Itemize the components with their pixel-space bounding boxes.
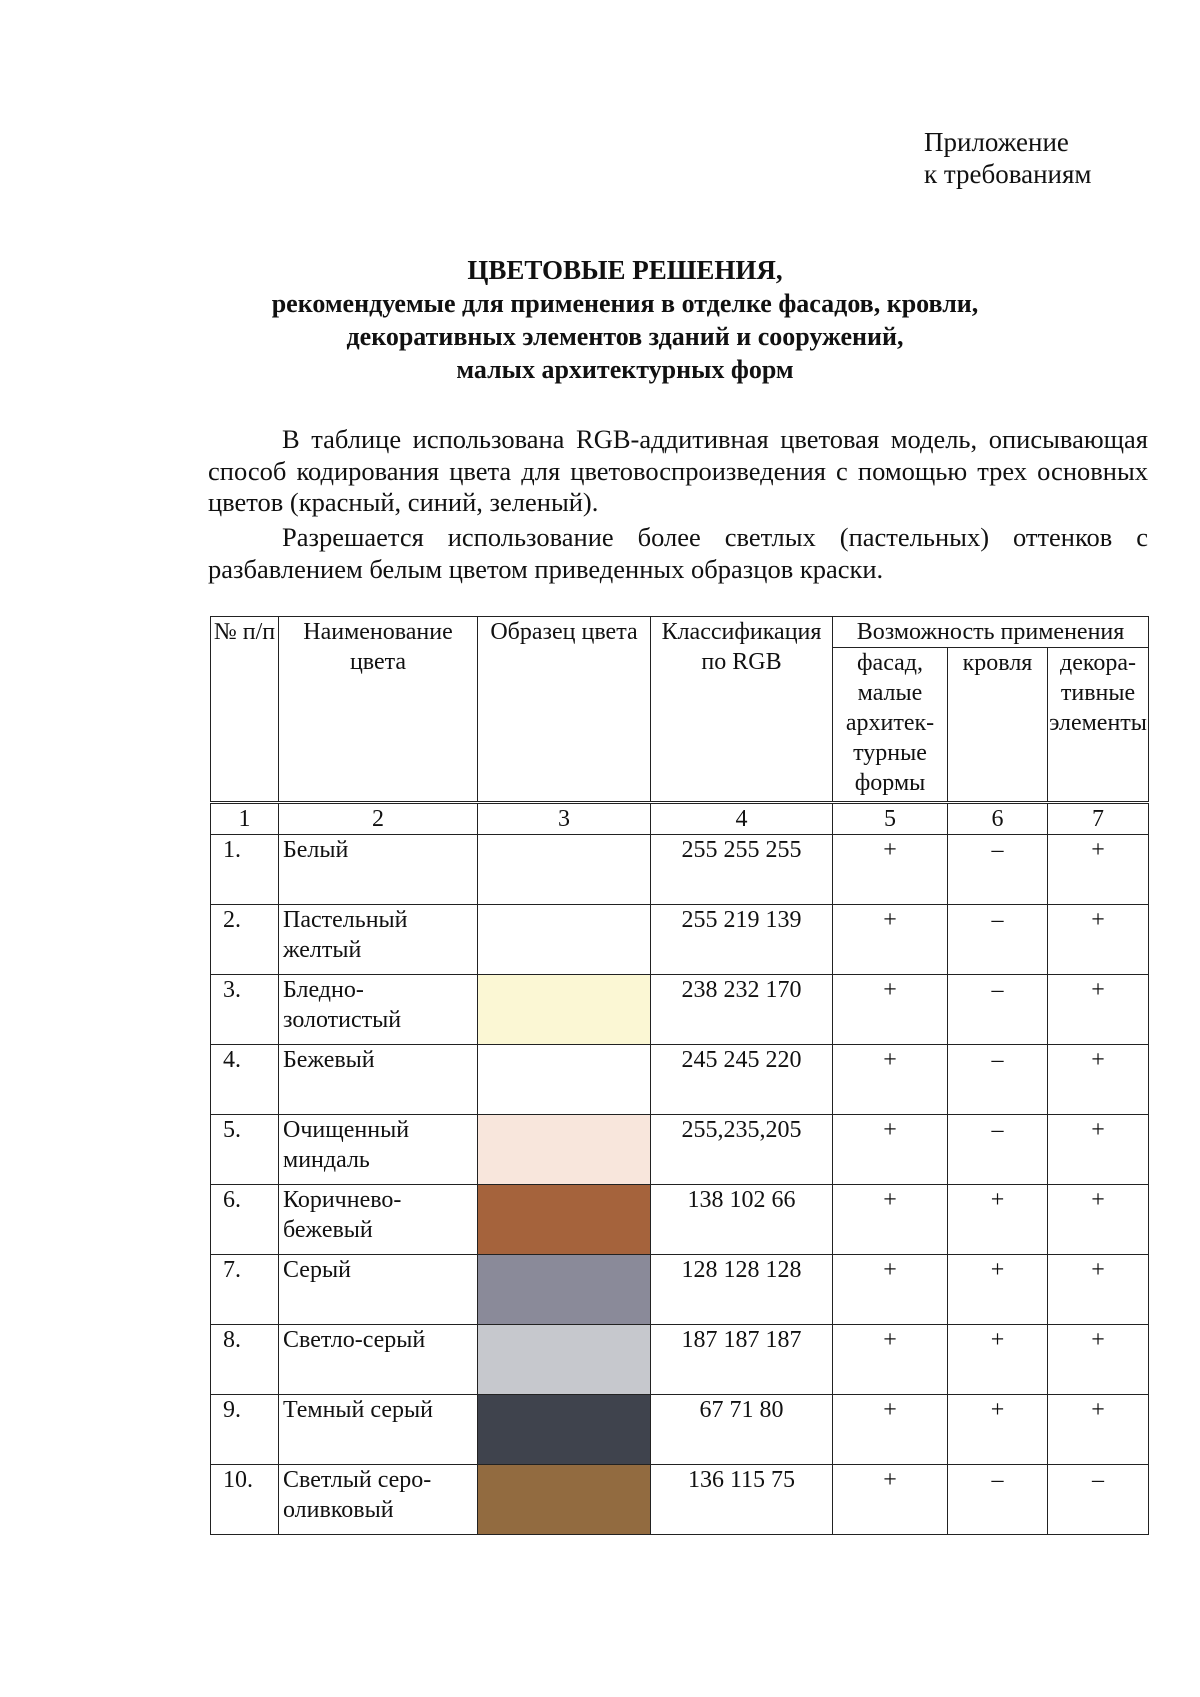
header-usage: Возможность применения xyxy=(833,617,1149,648)
swatch-fill xyxy=(478,1325,650,1394)
color-table-header xyxy=(210,616,1149,802)
heading-subtitle-3: малых архитектурных форм xyxy=(456,355,794,384)
header-sample: Образец цвета xyxy=(478,617,651,802)
swatch-fill xyxy=(478,1045,650,1114)
table-row xyxy=(211,975,1149,1045)
column-number-row xyxy=(211,804,1149,835)
swatch-fill xyxy=(478,835,650,904)
decor-mark: + xyxy=(1048,1325,1149,1395)
color-name: Белый xyxy=(279,835,478,905)
decor-mark: + xyxy=(1048,835,1149,905)
color-name: Темный серый xyxy=(279,1395,478,1465)
rgb-value: 136 115 75 xyxy=(651,1465,833,1535)
heading-subtitle-1: рекомендуемые для применения в отделке фасадов, кровли, xyxy=(271,289,979,318)
swatch-fill xyxy=(478,1255,650,1324)
facade-mark: + xyxy=(833,1045,948,1115)
table-row xyxy=(211,1395,1149,1465)
color-name: Коричнево-бежевый xyxy=(279,1185,478,1255)
table-row xyxy=(211,1115,1149,1185)
color-swatch xyxy=(478,1395,651,1465)
row-number: 6. xyxy=(211,1185,279,1255)
color-table xyxy=(210,803,1149,1535)
decor-mark: – xyxy=(1048,1465,1149,1535)
swatch-fill xyxy=(478,905,650,974)
row-number: 3. xyxy=(211,975,279,1045)
color-swatch xyxy=(478,1185,651,1255)
swatch-fill xyxy=(478,1115,650,1184)
column-number: 3 xyxy=(478,804,651,835)
color-swatch xyxy=(478,1255,651,1325)
facade-mark: + xyxy=(833,975,948,1045)
decor-mark: + xyxy=(1048,905,1149,975)
roof-mark: – xyxy=(948,975,1048,1045)
facade-mark: + xyxy=(833,1395,948,1465)
row-number: 10. xyxy=(211,1465,279,1535)
row-number: 1. xyxy=(211,835,279,905)
facade-mark: + xyxy=(833,1185,948,1255)
color-name: Светло-серый xyxy=(279,1325,478,1395)
color-name: Пастельный желтый xyxy=(279,905,478,975)
decor-mark: + xyxy=(1048,1395,1149,1465)
table-row xyxy=(211,1465,1149,1535)
facade-mark: + xyxy=(833,1325,948,1395)
header-num: № п/п xyxy=(211,617,279,802)
heading-title: ЦВЕТОВЫЕ РЕШЕНИЯ, xyxy=(467,255,783,285)
decor-mark: + xyxy=(1048,1255,1149,1325)
document-heading xyxy=(180,254,1070,386)
facade-mark: + xyxy=(833,905,948,975)
rgb-value: 67 71 80 xyxy=(651,1395,833,1465)
facade-mark: + xyxy=(833,835,948,905)
table-row xyxy=(211,1255,1149,1325)
color-swatch xyxy=(478,1465,651,1535)
color-swatch xyxy=(478,835,651,905)
decor-mark: + xyxy=(1048,1045,1149,1115)
facade-mark: + xyxy=(833,1255,948,1325)
column-number: 1 xyxy=(211,804,279,835)
annex-line-2: к требованиям xyxy=(924,159,1092,189)
color-swatch xyxy=(478,975,651,1045)
roof-mark: – xyxy=(948,1045,1048,1115)
rgb-value: 187 187 187 xyxy=(651,1325,833,1395)
color-swatch xyxy=(478,1325,651,1395)
header-decor: декоративные элементы xyxy=(1048,648,1149,802)
table-row xyxy=(211,1045,1149,1115)
header-roof: кровля xyxy=(948,648,1048,802)
annex-line-1: Приложение xyxy=(924,127,1069,157)
roof-mark: – xyxy=(948,835,1048,905)
row-number: 4. xyxy=(211,1045,279,1115)
table-row xyxy=(211,905,1149,975)
decor-mark: + xyxy=(1048,1185,1149,1255)
color-name: Серый xyxy=(279,1255,478,1325)
column-number: 7 xyxy=(1048,804,1149,835)
row-number: 8. xyxy=(211,1325,279,1395)
roof-mark: + xyxy=(948,1185,1048,1255)
column-number: 5 xyxy=(833,804,948,835)
color-name: Светлый серо-оливковый xyxy=(279,1465,478,1535)
color-swatch xyxy=(478,1045,651,1115)
decor-mark: + xyxy=(1048,975,1149,1045)
color-swatch xyxy=(478,905,651,975)
column-number: 6 xyxy=(948,804,1048,835)
color-name: Бежевый xyxy=(279,1045,478,1115)
rgb-value: 128 128 128 xyxy=(651,1255,833,1325)
roof-mark: + xyxy=(948,1395,1048,1465)
column-number: 4 xyxy=(651,804,833,835)
table-row xyxy=(211,835,1149,905)
heading-subtitle-2: декоративных элементов зданий и сооружений, xyxy=(346,322,904,351)
rgb-value: 138 102 66 xyxy=(651,1185,833,1255)
swatch-fill xyxy=(478,1465,650,1534)
color-name: Очищенный миндаль xyxy=(279,1115,478,1185)
header-name: Наименование цвета xyxy=(279,617,478,802)
swatch-fill xyxy=(478,975,650,1044)
color-name: Бледно-золотистый xyxy=(279,975,478,1045)
row-number: 2. xyxy=(211,905,279,975)
swatch-fill xyxy=(478,1185,650,1254)
facade-mark: + xyxy=(833,1465,948,1535)
table-row xyxy=(211,1185,1149,1255)
roof-mark: + xyxy=(948,1255,1048,1325)
column-number: 2 xyxy=(279,804,478,835)
roof-mark: + xyxy=(948,1325,1048,1395)
rgb-value: 238 232 170 xyxy=(651,975,833,1045)
paragraph-pastel-note: Разрешается использование более светлых (пастельных) оттенков с разбавлением белым цветом приведенных образцов краски. xyxy=(208,522,1148,584)
decor-mark: + xyxy=(1048,1115,1149,1185)
facade-mark: + xyxy=(833,1115,948,1185)
rgb-value: 245 245 220 xyxy=(651,1045,833,1115)
header-facade: фасад, малые архитектурные формы xyxy=(833,648,948,802)
roof-mark: – xyxy=(948,905,1048,975)
rgb-value: 255 219 139 xyxy=(651,905,833,975)
color-swatch xyxy=(478,1115,651,1185)
rgb-value: 255,235,205 xyxy=(651,1115,833,1185)
roof-mark: – xyxy=(948,1465,1048,1535)
row-number: 7. xyxy=(211,1255,279,1325)
annex-label xyxy=(924,126,1092,190)
row-number: 5. xyxy=(211,1115,279,1185)
rgb-value: 255 255 255 xyxy=(651,835,833,905)
paragraph-rgb-model: В таблице использована RGB-аддитивная цветовая модель, описывающая способ кодирования цвета для цветовоспроизведения с помощью трех основных цветов (красный, синий, зеленый). xyxy=(208,424,1148,517)
header-rgb: Классификация по RGB xyxy=(651,617,833,802)
roof-mark: – xyxy=(948,1115,1048,1185)
row-number: 9. xyxy=(211,1395,279,1465)
table-row xyxy=(211,1325,1149,1395)
swatch-fill xyxy=(478,1395,650,1464)
